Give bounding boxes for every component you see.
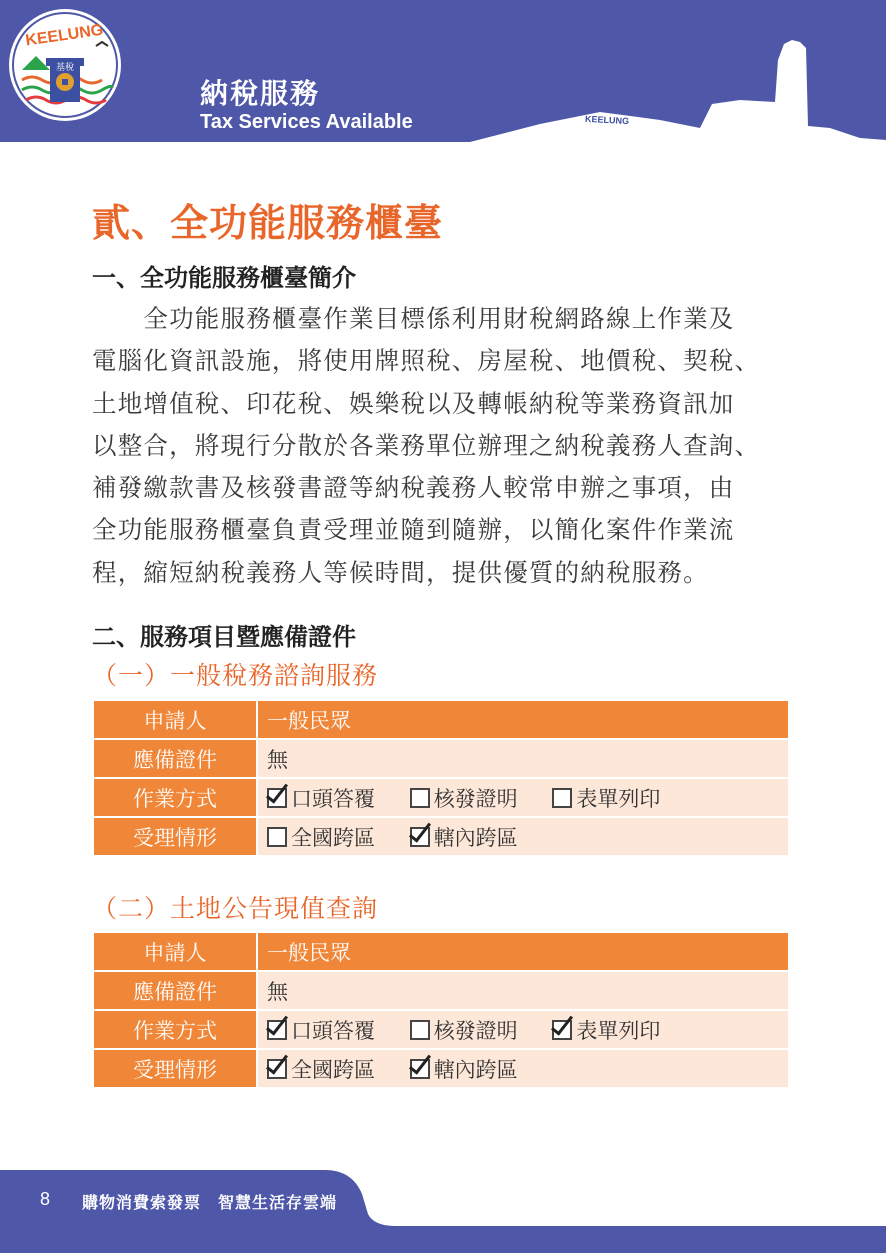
checkbox-icon — [410, 1020, 430, 1040]
page-header — [0, 0, 886, 180]
logo-sub-text: 基稅 — [55, 63, 75, 73]
documents-value: 無 — [257, 739, 789, 778]
section2-heading: 二、服務項目暨應備證件 — [92, 623, 356, 651]
scope-label: 受理情形 — [93, 1049, 257, 1088]
option-label: 表單列印 — [576, 1018, 661, 1043]
paragraph-line: 土地增值稅、印花稅、娛樂稅以及轉帳納稅等業務資訊加 — [92, 388, 735, 418]
table-row — [93, 971, 789, 1010]
service1-title: （一）一般稅務諮詢服務 — [92, 661, 379, 690]
logo-text: KEELUNG — [24, 21, 105, 50]
table-row — [93, 700, 789, 739]
method-label: 作業方式 — [93, 778, 257, 817]
checkbox-icon — [552, 788, 572, 808]
paragraph-line: 全功能服務櫃臺負責受理並隨到隨辦，以簡化案件作業流 — [92, 515, 735, 545]
option-label: 轄內跨區 — [433, 825, 518, 850]
paragraph-line: 電腦化資訊設施，將使用牌照稅、房屋稅、地價稅、契稅、 — [92, 346, 761, 376]
checkbox-icon — [410, 827, 430, 847]
table-row — [93, 1049, 789, 1088]
paragraph-line: 以整合，將現行分散於各業務單位辦理之納稅義務人查詢、 — [92, 430, 761, 460]
page-number: 8 — [40, 1189, 51, 1209]
option-label: 全國跨區 — [291, 825, 375, 850]
keelung-tax-logo — [0, 0, 130, 130]
documents-value: 無 — [257, 971, 789, 1010]
option-label: 口頭答覆 — [291, 786, 375, 811]
option-label: 核發證明 — [433, 786, 518, 811]
option-in-jurisdiction — [410, 822, 518, 852]
scope-options — [257, 817, 789, 856]
paragraph-line: 程，縮短納稅義務人等候時間，提供優質的納稅服務。 — [92, 557, 709, 587]
paragraph-line: 補發繳款書及核發書證等納稅義務人較常申辦之事項，由 — [92, 473, 735, 503]
option-in-jurisdiction — [410, 1054, 518, 1084]
checkbox-icon — [267, 827, 287, 847]
method-options — [257, 778, 789, 817]
service1-table — [92, 699, 790, 857]
table-row — [93, 778, 789, 817]
service2-table — [92, 931, 790, 1089]
chapter-title: 貳、全功能服務櫃臺 — [92, 201, 444, 245]
skyline-label: KEELUNG — [584, 113, 630, 127]
checkbox-icon — [410, 1059, 430, 1079]
option-label: 口頭答覆 — [291, 1018, 375, 1043]
service2-title: （二）土地公告現值查詢 — [92, 894, 379, 923]
section1-heading: 一、全功能服務櫃臺簡介 — [92, 264, 356, 292]
checkbox-icon — [410, 788, 430, 808]
brand-title-en: Tax Services Available — [200, 111, 413, 133]
table-row — [93, 817, 789, 856]
header-banner — [0, 0, 886, 180]
option-nationwide — [267, 822, 375, 852]
checkbox-icon — [267, 788, 287, 808]
table-row — [93, 932, 789, 971]
option-verbal-reply — [267, 1015, 375, 1045]
scope-options — [257, 1049, 789, 1088]
option-nationwide — [267, 1054, 375, 1084]
checkbox-icon — [552, 1020, 572, 1040]
option-verbal-reply — [267, 783, 375, 813]
option-certificate — [410, 783, 518, 813]
method-label: 作業方式 — [93, 1010, 257, 1049]
footer-slogan: 購物消費索發票 智慧生活存雲端 — [82, 1193, 338, 1212]
section1-paragraph — [92, 298, 792, 594]
option-label: 表單列印 — [576, 786, 661, 811]
documents-label: 應備證件 — [93, 971, 257, 1010]
option-form-print — [552, 783, 660, 813]
applicant-label: 申請人 — [93, 932, 257, 971]
documents-label: 應備證件 — [93, 739, 257, 778]
paragraph-line: 全功能服務櫃臺作業目標係利用財稅網路線上作業及 — [92, 304, 735, 333]
scope-label: 受理情形 — [93, 817, 257, 856]
option-certificate — [410, 1015, 518, 1045]
applicant-value: 一般民眾 — [257, 932, 789, 971]
checkbox-icon — [267, 1059, 287, 1079]
option-label: 轄內跨區 — [433, 1057, 518, 1082]
option-form-print — [552, 1015, 660, 1045]
table-row — [93, 739, 789, 778]
brand-title-zh: 納稅服務 — [200, 77, 321, 110]
option-label: 核發證明 — [433, 1018, 518, 1043]
option-label: 全國跨區 — [291, 1057, 375, 1082]
applicant-value: 一般民眾 — [257, 700, 789, 739]
table-row — [93, 1010, 789, 1049]
applicant-label: 申請人 — [93, 700, 257, 739]
checkbox-icon — [267, 1020, 287, 1040]
method-options — [257, 1010, 789, 1049]
